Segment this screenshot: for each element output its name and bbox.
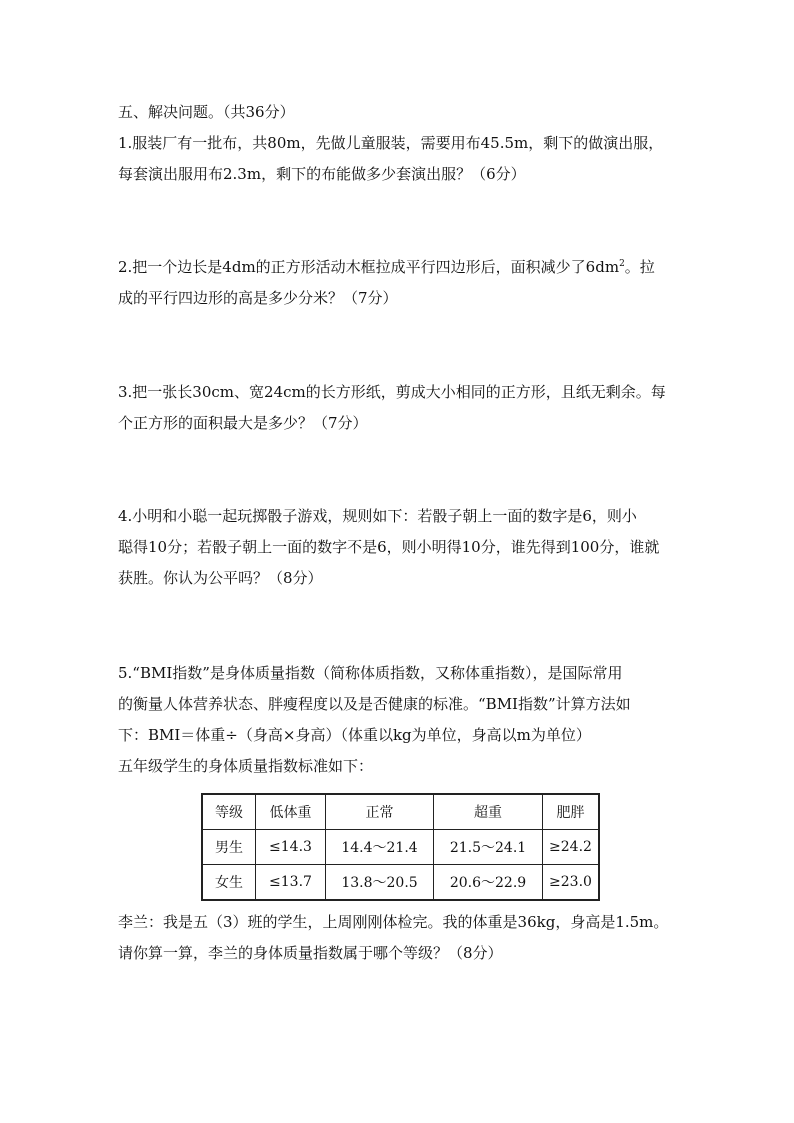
bmi-standard-table xyxy=(201,793,600,901)
table-cell: 13.8～20.5 xyxy=(326,865,434,901)
table-cell: ≥23.0 xyxy=(543,865,600,901)
table-row xyxy=(202,830,599,865)
table-header-cell: 超重 xyxy=(434,794,543,830)
table-cell: 20.6～22.9 xyxy=(434,865,543,901)
question-2-line-1 xyxy=(118,252,678,283)
table-cell: ≤13.7 xyxy=(256,865,326,901)
question-5-line-1: 5.“BMI指数”是身体质量指数（简称体质指数，又称体重指数），是国际常用 xyxy=(118,664,623,682)
table-cell: 女生 xyxy=(202,865,256,901)
question-5-continued xyxy=(118,907,678,969)
question-1 xyxy=(118,128,678,190)
question-4-line-2: 聪得10分；若骰子朝上一面的数字不是6，则小明得10分，谁先得到100分，谁就 xyxy=(118,538,660,556)
question-2-superscript: 2 xyxy=(619,259,625,269)
question-5-after-line-2: 请你算一算，李兰的身体质量指数属于哪个等级？（8分） xyxy=(118,944,503,962)
question-5-line-4: 五年级学生的身体质量指数标准如下： xyxy=(118,757,374,775)
table-header-cell: 等级 xyxy=(202,794,256,830)
question-4-line-1: 4.小明和小聪一起玩掷骰子游戏，规则如下：若骰子朝上一面的数字是6，则小 xyxy=(118,507,637,525)
question-3-line-2: 个正方形的面积最大是多少？（7分） xyxy=(118,414,368,432)
question-5-line-2: 的衡量人体营养状态、胖瘦程度以及是否健康的标准。“BMI指数”计算方法如 xyxy=(118,695,631,713)
table-header-cell: 正常 xyxy=(326,794,434,830)
question-1-line-1: 1.服装厂有一批布，共80m，先做儿童服装，需要用布45.5m，剩下的做演出服， xyxy=(118,134,664,152)
question-3 xyxy=(118,377,678,439)
table-cell: 14.4～21.4 xyxy=(326,830,434,865)
section-title: 五、解决问题。（共36分） xyxy=(118,103,295,121)
table-header-cell: 肥胖 xyxy=(543,794,600,830)
question-2 xyxy=(118,252,678,314)
table-header-row xyxy=(202,794,599,830)
question-2-line-1-text: 2.把一个边长是4dm的正方形活动木框拉成平行四边形后，面积减少了6dm xyxy=(118,258,620,276)
table-cell: ≥24.2 xyxy=(543,830,600,865)
table-cell: 男生 xyxy=(202,830,256,865)
table-cell: ≤14.3 xyxy=(256,830,326,865)
question-5-line-3: 下：BMI＝体重÷（身高×身高）（体重以kg为单位，身高以m为单位） xyxy=(118,726,591,744)
question-2-line-2: 成的平行四边形的高是多少分米？（7分） xyxy=(118,289,398,307)
question-4 xyxy=(118,501,678,594)
table-row xyxy=(202,865,599,901)
table-header-cell: 低体重 xyxy=(256,794,326,830)
table-cell: 21.5～24.1 xyxy=(434,830,543,865)
question-2-line-1-end: 。拉 xyxy=(624,258,655,276)
question-4-line-3: 获胜。你认为公平吗？（8分） xyxy=(118,569,323,587)
question-5-after-line-1: 李兰：我是五（3）班的学生，上周刚刚体检完。我的体重是36kg，身高是1.5m。 xyxy=(118,913,669,931)
question-1-line-2: 每套演出服用布2.3m，剩下的布能做多少套演出服？（6分） xyxy=(118,165,526,183)
question-3-line-1: 3.把一张长30cm、宽24cm的长方形纸，剪成大小相同的正方形，且纸无剩余。每 xyxy=(118,383,666,401)
question-5 xyxy=(118,658,678,782)
